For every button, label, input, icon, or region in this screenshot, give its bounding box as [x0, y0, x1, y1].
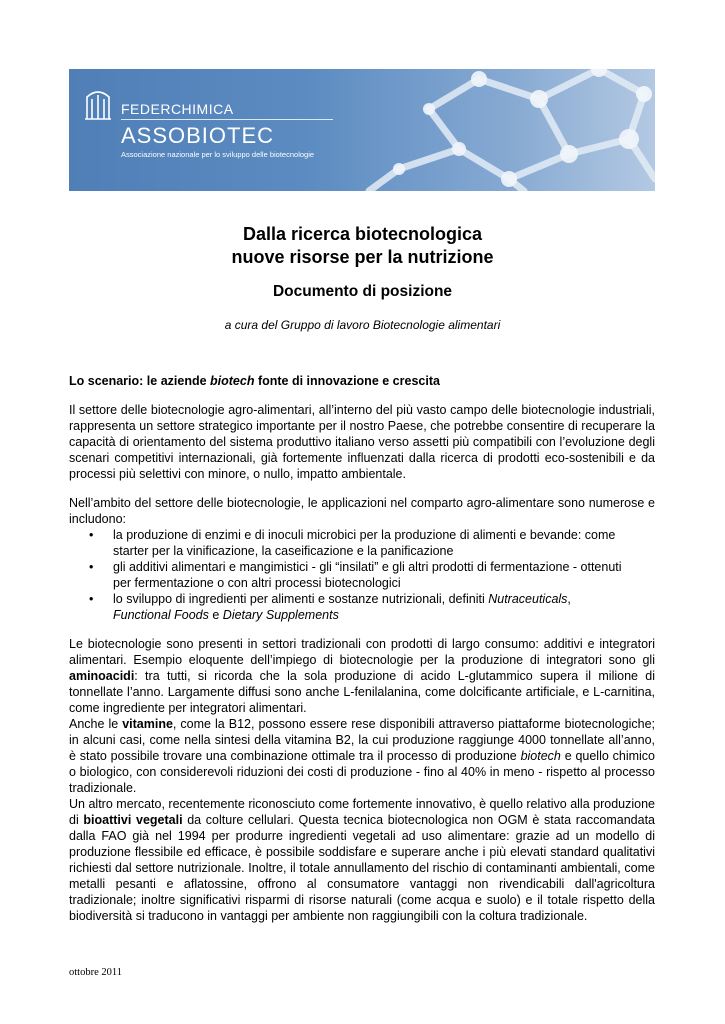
- footer-date: ottobre 2011: [69, 967, 122, 978]
- document-body: [69, 373, 655, 924]
- bullet-icon: •: [89, 528, 94, 542]
- banner-divider: [121, 119, 333, 120]
- bullet-icon: •: [89, 592, 94, 606]
- paragraph-5: Un altro mercato, recentemente riconosciuto come fortemente innovativo, è quello relativo alla produzione di bioattivi vegetali da colture cellulari. Questa tecnica biotecnologica non OGM è stata raccomandata dalla FAO già nel 1994 per produrre ingredienti vegetali ad uso alimentare: grazie ad un modello di produzione flessibile ed efficace, è possibile soddisfare e superare anche i più elevati standard qualitativi richiesti dal settore nutrizionale. Inoltre, il totale annullamento del rischio di contaminanti ambientali, come metalli pesanti e aflatossine, offrono al consumatore vantaggi non rivendicabili dall'agricoltura tradizionale; inoltre significativi risparmi di risorse naturali (come acqua e suolo) e il totale rispetto della biodiversità si traducono in vantaggi per ambiente non raggiungibili con la coltura tradizionale.: [69, 797, 655, 923]
- paragraph-1: Il settore delle biotecnologie agro-alimentari, all’interno del più vasto campo delle biotecnologie industriali, rappresenta un settore strategico importante per il nostro Paese, che potrebbe consentire di recuperare la capacità di orientamento del sistema produttivo italiano verso assetti più compatibili con l’evoluzione degli scenari competitivi internazionali, già fortemente influenzati dalla ricerca di prodotti eco-sostenibili e da processi più selettivi con minore, o nullo, impatto ambientale.: [69, 403, 655, 481]
- assobiotec-tagline: Associazione nazionale per lo sviluppo delle biotecnologie: [121, 150, 315, 159]
- list-item: • lo sviluppo di ingredienti per alimenti e sostanze nutrizionali, definiti Nutraceuticals, Functional Foods e Dietary Supplements: [89, 592, 571, 622]
- header-banner: [69, 69, 655, 191]
- paragraph-2: Nell’ambito del settore delle biotecnologie, le applicazioni nel comparto agro-alimentare sono numerose e includono:: [69, 496, 655, 526]
- document-title-line1: Dalla ricerca biotecnologica: [242, 224, 483, 244]
- list-item: • gli additivi alimentari e mangimistici - gli “insilati” e gli altri prodotti di fermentazione - ottenuti per fermentazione o con altri processi biotecnologici: [89, 560, 622, 590]
- list-item: • la produzione di enzimi e di inoculi microbici per la produzione di alimenti e bevande: come starter per la vinificazione, la caseificazione e la panificazione: [89, 528, 616, 558]
- federchimica-label: FEDERCHIMICA: [121, 101, 234, 117]
- paragraph-3: Le biotecnologie sono presenti in settori tradizionali con prodotti di largo consumo: additivi e integratori alimentari. Esempio eloquente dell’impiego di biotecnologie per la produzione di integratori sono gli aminoacidi: tra tutti, si ricorda che la sola produzione di acido L-glutammico supera il milione di tonnellate l’anno. Largamente diffusi sono anche L-fenilalanina, come dolcificante artificiale, e L-carnitina, come ingrediente per integratori alimentari.: [69, 637, 655, 715]
- applications-list: [69, 527, 655, 623]
- assobiotec-label: ASSOBIOTEC: [121, 123, 275, 148]
- paragraph-4: Anche le vitamine, come la B12, possono essere rese disponibili attraverso piattaforme biotecnologiche; in alcuni casi, come nella sintesi della vitamina B2, la cui produzione raggiunge 4000 tonnellate all’anno, è stato possibile trovare una combinazione ottimale tra il processo di produzione biotech e quello chimico o biologico, con considerevoli riduzioni dei costi di produzione - fino al 40% in meno - rispetto al processo tradizionale.: [69, 717, 655, 795]
- section-heading: Lo scenario: le aziende biotech fonte di innovazione e crescita: [69, 374, 440, 388]
- document-curator: a cura del Gruppo di lavoro Biotecnologie alimentari: [224, 318, 501, 332]
- document-subtitle: Documento di posizione: [272, 283, 453, 300]
- document-title-line2: nuove risorse per la nutrizione: [231, 247, 494, 267]
- federchimica-logo-icon: [83, 85, 113, 123]
- bullet-icon: •: [89, 560, 94, 574]
